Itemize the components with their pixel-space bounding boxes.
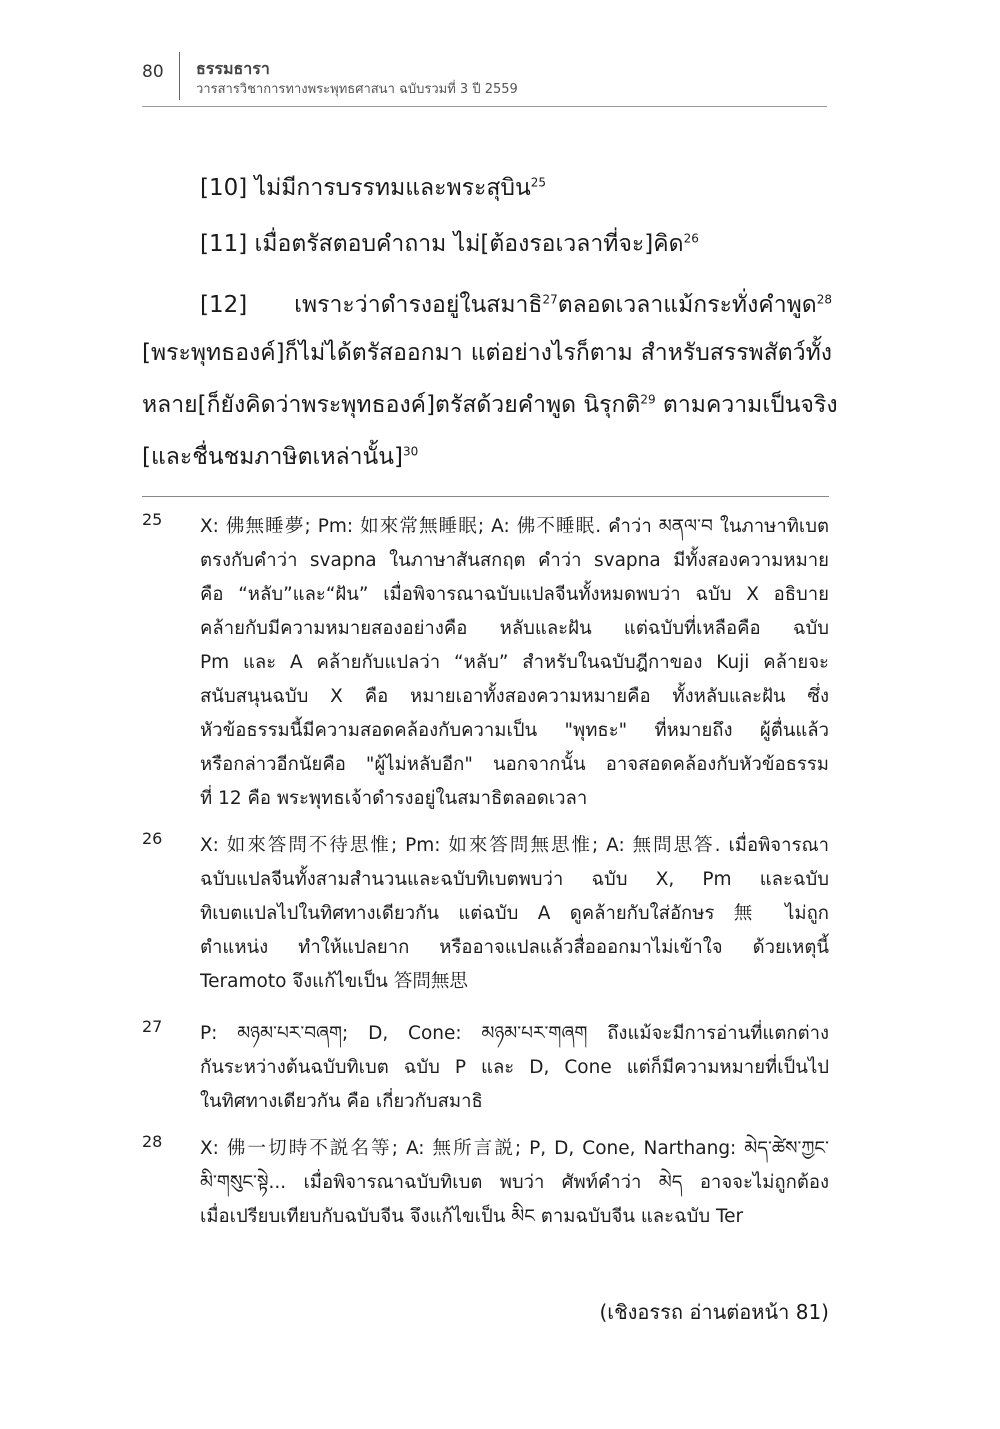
footnote-ref-30[interactable]: 30 xyxy=(402,444,419,459)
footnote-ref-25[interactable]: 25 xyxy=(530,175,547,190)
footnote-body xyxy=(200,829,829,999)
paragraph-12-text-c: [พระพุทธองค์]ก็ไม่ได้ตรัสออกมา แต่อย่างไรก็ตาม สำหรับสรรพสัตว์ทั้ง xyxy=(142,340,832,366)
main-text xyxy=(142,168,832,208)
footnote-number: 27 xyxy=(142,1017,163,1036)
footnote-line: สนับสนุนฉบับ X คือ หมายเอาทั้งสองความหมายคือ ทั้งหลับและฝัน ซึ่ง xyxy=(200,686,829,707)
footnote-body xyxy=(200,1017,829,1119)
footnote-line: ตรงกับคำว่า svapna ในภาษาสันสกฤต คำว่า svapna มีทั้งสองความหมาย xyxy=(200,550,829,571)
footnote-number: 28 xyxy=(142,1132,163,1151)
main-text-p11 xyxy=(142,224,832,264)
page-number: 80 xyxy=(142,62,164,82)
footnote-ref-26[interactable]: 26 xyxy=(683,231,699,246)
footnote-line: ในทิศทางเดียวกัน คือ เกี่ยวกับสมาธิ xyxy=(200,1091,483,1112)
paragraph-12-line-1 xyxy=(142,283,832,327)
paragraph-10-text: [10] ไม่มีการบรรทมและพระสุบิน xyxy=(200,175,531,201)
footnote-rule xyxy=(142,496,829,497)
footnote-ref-27[interactable]: 27 xyxy=(542,292,558,307)
paragraph-12-line-2 xyxy=(142,327,832,379)
paragraph-11 xyxy=(142,224,832,264)
footnote-line: ฉบับแปลจีนทั้งสามสำนวนและฉบับทิเบตพบว่า ฉบับ X, Pm และฉบับ xyxy=(200,869,829,890)
footnote-line: คือ “หลับ”และ“ฝัน” เมื่อพิจารณาฉบับแปลจีนทั้งหมดพบว่า ฉบับ X อธิบาย xyxy=(200,584,829,605)
footnote-line: Pm และ A คล้ายกับแปลว่า “หลับ” สำหรับในฉบับฎีกาของ Kuji คล้ายจะ xyxy=(200,652,829,673)
paragraph-12-text-a: [12] เพราะว่าดำรงอยู่ในสมาธิ xyxy=(200,292,543,318)
header-divider xyxy=(179,52,180,100)
paragraph-12-line-3 xyxy=(142,379,838,431)
paragraph-12-text-b: ตลอดเวลาแม้กระทั่งคำพูด xyxy=(557,292,817,318)
paragraph-10 xyxy=(142,168,832,208)
footnote-line: ที่ 12 คือ พระพุทธเจ้าดำรงอยู่ในสมาธิตลอดเวลา xyxy=(200,788,588,809)
footnote-body xyxy=(200,1132,829,1234)
footnote-line: X: 佛無睡夢; Pm: 如來常無睡眠; A: 佛不睡眠. คำว่า མནལ་བ ในภาษาทิเบต xyxy=(200,516,829,537)
paragraph-12-text-f: [และชื่นชมภาษิตเหล่านั้น] xyxy=(142,444,403,470)
paragraph-12 xyxy=(142,283,838,483)
footnote-line: คล้ายกับมีความหมายสองอย่างคือ หลับและฝัน แต่ฉบับที่เหลือคือ ฉบับ xyxy=(200,618,829,639)
footnote-line: X: 佛一切時不説名等; A: 無所言説; P, D, Cone, Narthang: མེད་ཚེས་ཀྱང་ xyxy=(200,1138,829,1159)
footnote-line: หัวข้อธรรมนี้มีความสอดคล้องกับความเป็น "พุทธะ" ที่หมายถึง ผู้ตื่นแล้ว xyxy=(200,720,829,741)
footnote-line: เมื่อเปรียบเทียบกับฉบับจีน จึงแก้ไขเป็น མིང ตามฉบับจีน และฉบับ Ter xyxy=(200,1206,744,1227)
footnote-number: 25 xyxy=(142,510,163,529)
footnote-number: 26 xyxy=(142,829,163,848)
paragraph-12-text-e: ตามความเป็นจริง xyxy=(655,392,838,418)
paragraph-12-text-d: หลาย[ก็ยังคิดว่าพระพุทธองค์]ตรัสด้วยคำพูด นิรุกติ xyxy=(142,392,641,418)
paragraph-12-line-4 xyxy=(142,431,832,483)
footnote-ref-29[interactable]: 29 xyxy=(640,392,656,407)
header-rule xyxy=(142,106,827,107)
continued-note: (เชิงอรรถ อ่านต่อหน้า 81) xyxy=(599,1300,829,1324)
journal-title: ธรรมธารา xyxy=(196,59,270,78)
footnote-line: X: 如來答問不待思惟; Pm: 如來答問無思惟; A: 無問思答. เมื่อพิจารณา xyxy=(200,835,829,856)
footnote-line: หรือกล่าวอีกนัยคือ "ผู้ไม่หลับอีก" นอกจากนั้น อาจสอดคล้องกับหัวข้อธรรม xyxy=(200,754,829,775)
paragraph-11-text: [11] เมื่อตรัสตอบคำถาม ไม่[ต้องรอเวลาที่จะ]คิด xyxy=(200,231,684,257)
footnote-line: กันระหว่างต้นฉบับทิเบต ฉบับ P และ D, Cone แต่ก็มีความหมายที่เป็นไป xyxy=(200,1057,829,1078)
footnote-line: P: མཉམ་པར་བཞག; D, Cone: མཉམ་པར་གཞག ถึงแม้จะมีการอ่านที่แตกต่าง xyxy=(200,1023,829,1044)
footnote-ref-28[interactable]: 28 xyxy=(816,292,832,307)
footnote-body xyxy=(200,510,829,816)
footnote-line: མི་གསུང་སྟེ... เมื่อพิจารณาฉบับทิเบต พบว่า ศัพท์คำว่า མེད อาจจะไม่ถูกต้อง xyxy=(200,1172,829,1193)
footnote-line: Teramoto จึงแก้ไขเป็น 答問無思 xyxy=(200,971,468,992)
footnote-line: ตำแหน่ง ทำให้แปลยาก หรืออาจแปลแล้วสื่อออกมาไม่เข้าใจ ด้วยเหตุนี้ xyxy=(200,937,829,958)
footnote-line: ทิเบตแปลไปในทิศทางเดียวกัน แต่ฉบับ A ดูคล้ายกับใส่อักษร 無 ไม่ถูก xyxy=(200,903,829,924)
journal-subtitle: วารสารวิชาการทางพระพุทธศาสนา ฉบับรวมที่ 3 ปี 2559 xyxy=(196,82,518,97)
